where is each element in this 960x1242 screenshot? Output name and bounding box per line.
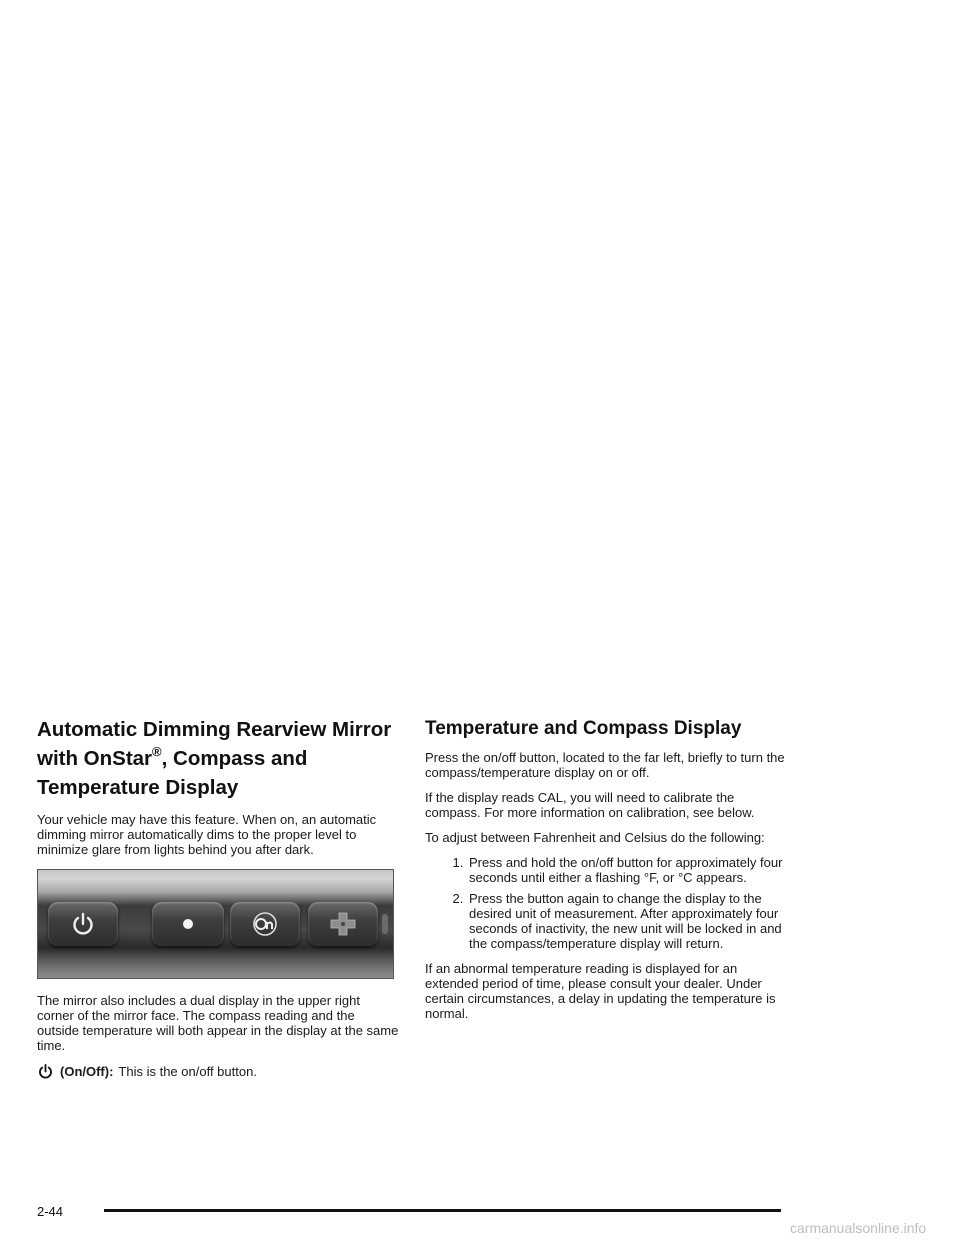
photo-edge-indicator — [382, 914, 388, 934]
heading-line3: Temperature Display — [37, 776, 239, 799]
right-paragraph-3: To adjust between Fahrenheit and Celsius do the following: — [425, 830, 765, 845]
right-paragraph-4: If an abnormal temperature reading is displayed for an extended period of time, please consult your dealer. Under certain circumstances, a delay in updating the temperature is normal. — [425, 961, 776, 1021]
onstar-logo-icon — [250, 909, 280, 939]
right-paragraph-1: Press the on/off button, located to the far left, briefly to turn the compass/temperature display on or off. — [425, 750, 785, 780]
page-number: 2-44 — [37, 1204, 64, 1219]
list-item: 1. Press and hold the on/off button for approximately four seconds until either a flashing °F, or °C appears. — [467, 855, 785, 885]
right-paragraph-2: If the display reads CAL, you will need to calibrate the compass. For more information on calibration, see below. — [425, 790, 755, 820]
list-item: 2. Press the button again to change the display to the desired unit of measurement. After approximately four seconds of inactivity, the new unit will be locked in and the compass/temperature display will return. — [467, 891, 785, 951]
onoff-text: This is the on/off button. — [118, 1064, 257, 1079]
dot-icon — [181, 917, 195, 931]
onoff-label: (On/Off): — [60, 1064, 114, 1079]
watermark: carmanualsonline.info — [790, 1220, 927, 1236]
heading-line2-pre: with OnStar — [37, 747, 153, 770]
right-column — [425, 715, 785, 1031]
onoff-description — [37, 1063, 399, 1080]
intro-paragraph: Your vehicle may have this feature. When on, an automatic dimming mirror automatically dims to the proper level to minimize glare from lights behind you after dark. — [37, 812, 377, 857]
left-column — [37, 715, 399, 1080]
photo-cross-button — [308, 902, 378, 946]
footer-rule — [104, 1209, 781, 1212]
heading-line1: Automatic Dimming Rearview Mirror — [37, 718, 392, 741]
photo-power-button — [48, 902, 118, 946]
display-paragraph: The mirror also includes a dual display in the upper right corner of the mirror face. The compass reading and the outside temperature will both appear in the display at the same time. — [37, 993, 399, 1053]
power-icon — [70, 911, 96, 937]
section-heading-temperature: Temperature and Compass Display — [425, 718, 742, 739]
steps-list — [425, 855, 785, 951]
mirror-buttons-photo — [37, 869, 394, 979]
photo-dot-button — [152, 902, 224, 946]
cross-icon — [328, 911, 358, 937]
photo-onstar-button — [230, 902, 300, 946]
section-heading-mirror — [37, 715, 399, 802]
power-icon — [37, 1063, 54, 1080]
heading-line2-post: , Compass and — [161, 747, 308, 770]
registered-mark: ® — [152, 744, 162, 760]
